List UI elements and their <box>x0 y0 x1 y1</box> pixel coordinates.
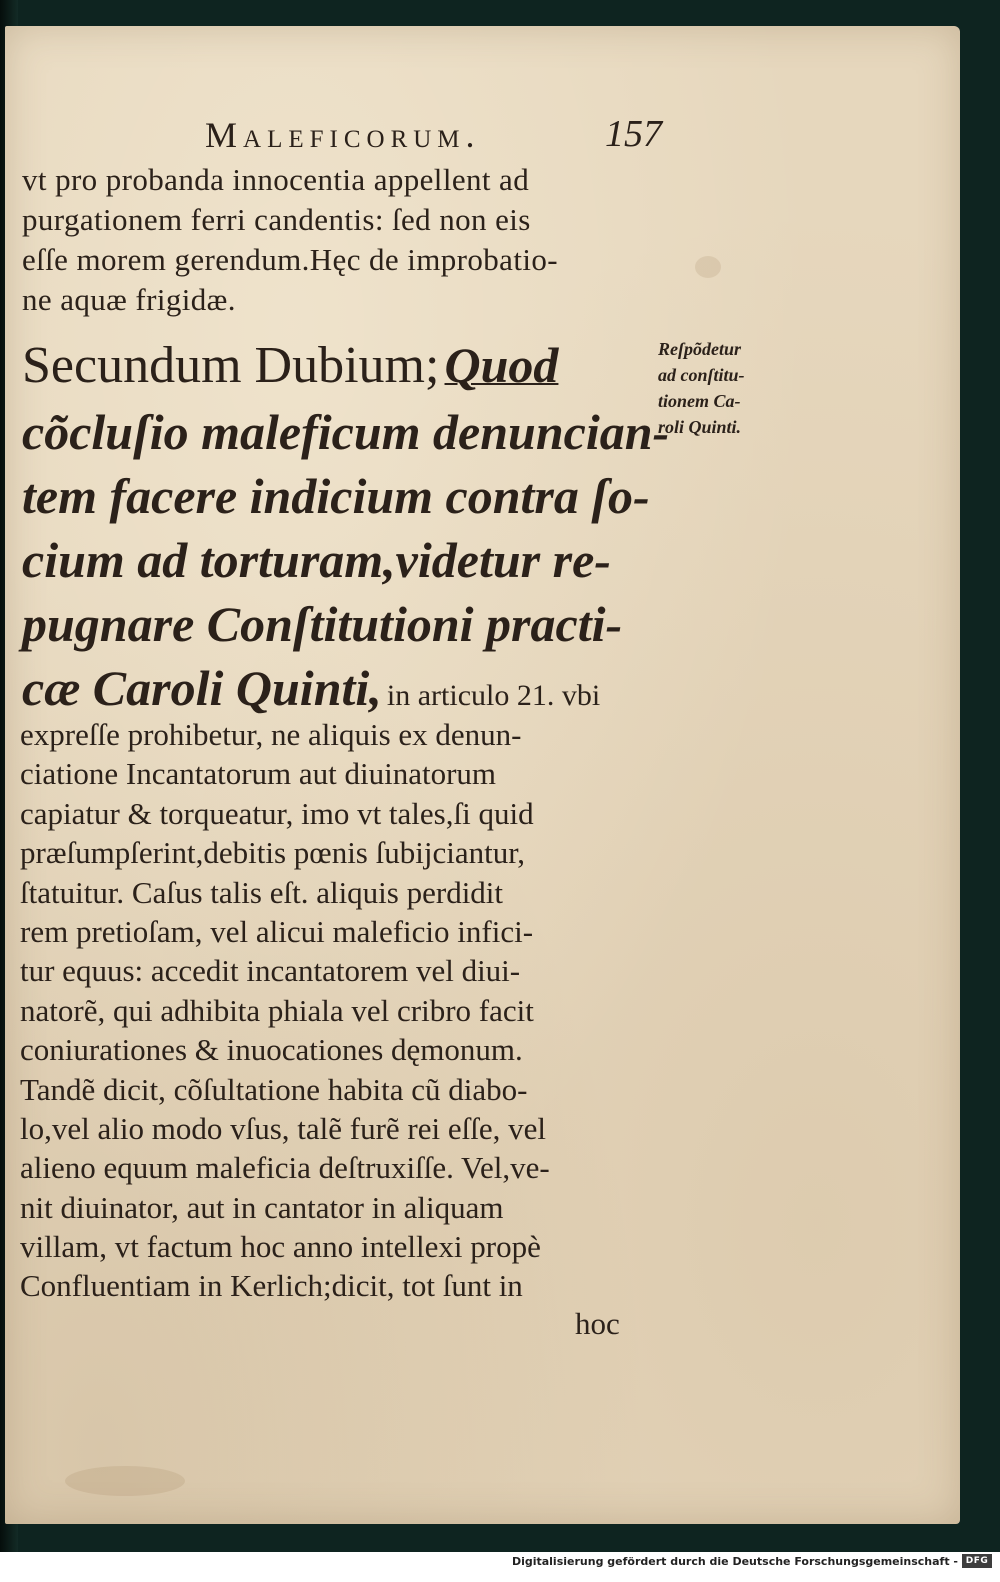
heading-line: pugnare Conſtitutioni practi- <box>22 596 623 652</box>
text-line: natorẽ, qui adhibita phiala vel cribro facit <box>20 992 534 1028</box>
text-line: capiatur & torqueatur, imo vt tales,ſi quid <box>20 795 534 831</box>
marginal-note-line: tionem Ca- <box>658 391 741 411</box>
text-line: Confluentiam in Kerlich;dicit, tot ſunt in <box>20 1268 523 1304</box>
opening-paragraph <box>22 160 662 320</box>
section-heading <box>22 330 672 720</box>
text-line: ſtatuitur. Caſus talis eſt. aliquis perdidit <box>20 874 504 910</box>
paper-stain <box>695 256 721 278</box>
text-line: alieno equum maleficia deſtruxiſſe. Vel,ve- <box>20 1150 550 1186</box>
marginal-note-line: Reſpõdetur <box>658 339 741 359</box>
running-head: Maleficorum. <box>205 115 481 155</box>
text-line: Tandẽ dicit, cõſultatione habita cũ diabo- <box>20 1071 528 1107</box>
text-line: purgationem ferri candentis: ſed non eis <box>22 202 531 237</box>
marginal-note-line: ad conſtitu- <box>658 365 745 385</box>
body-paragraph <box>20 715 670 1306</box>
heading-line: cium ad torturam,videtur re- <box>22 532 611 588</box>
heading-first-line <box>22 330 672 400</box>
funding-credit: Digitalisierung gefördert durch die Deutsche Forschungsgemeinschaft - <box>511 1555 958 1568</box>
text-line: coniurationes & inuocationes dęmonum. <box>20 1032 523 1068</box>
heading-italic-text: Quod <box>444 337 559 393</box>
text-line: villam, vt factum hoc anno intellexi propè <box>20 1229 541 1265</box>
text-line: nit diuinator, aut in cantator in aliquam <box>20 1189 504 1225</box>
page-number: 157 <box>605 113 662 155</box>
text-line: ciatione Incantatorum aut diuinatorum <box>20 756 497 792</box>
dfg-logo-icon: DFG <box>962 1554 992 1568</box>
text-line: præſumpſerint,debitis pœnis ſubijciantur, <box>20 835 526 871</box>
heading-roman-continuation: in articulo 21. vbi <box>386 679 601 712</box>
paper-stain <box>65 1466 185 1496</box>
marginal-note-line: roli Quinti. <box>658 417 742 437</box>
text-line: ne aquæ frigidæ. <box>22 282 236 317</box>
text-line: tur equus: accedit incantatorem vel diui- <box>20 953 521 989</box>
heading-line: tem facere indicium contra ſo- <box>22 468 650 524</box>
catchword: hoc <box>575 1306 620 1341</box>
marginal-note <box>658 336 818 440</box>
heading-line: cõcluſio maleficum denuncian- <box>22 404 670 460</box>
text-line: vt pro probanda innocentia appellent ad <box>22 162 530 197</box>
heading-roman-text: Secundum Dubium; <box>22 337 440 394</box>
text-line: rem pretioſam, vel alicui maleficio infici- <box>20 913 534 949</box>
text-line: expreſſe prohibetur, ne aliquis ex denun- <box>20 717 522 752</box>
heading-last-line <box>22 656 672 720</box>
heading-italic-text: cæ Caroli Quinti, <box>22 660 382 716</box>
text-line: eſſe morem gerendum.Hęc de improbatio- <box>22 242 558 277</box>
text-line: lo,vel alio modo vſus, talẽ furẽ rei eſſe, vel <box>20 1110 546 1146</box>
